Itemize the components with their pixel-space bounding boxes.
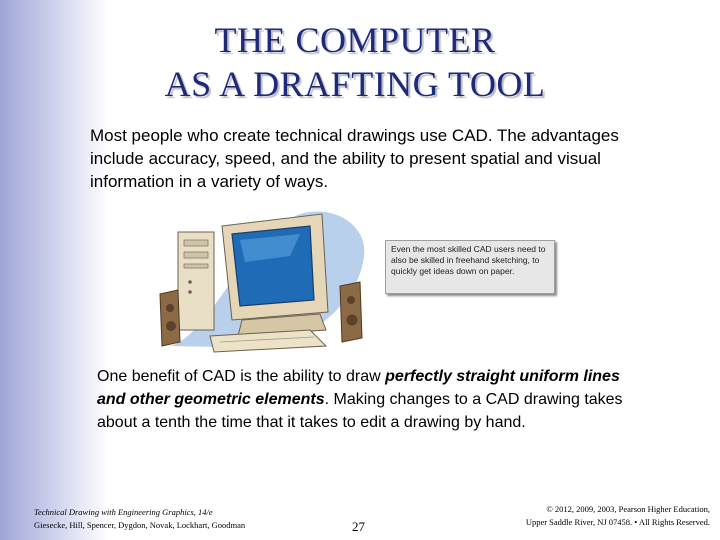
title-line-1: THE COMPUTER [214, 20, 496, 60]
footer-citation [34, 506, 334, 532]
computer-icon [150, 196, 380, 354]
benefit-emphasis: perfectly straight uniform lines and other geometric elements [97, 368, 620, 408]
intro-paragraph: Most people who create technical drawings use CAD. The advantages include accuracy, speed, and the ability to present spatial and visual information in a variety of ways. [90, 126, 619, 191]
cad-benefit-paragraph [97, 365, 652, 434]
side-gradient-bar [0, 0, 108, 540]
benefit-text-end: . Making changes to a CAD drawing takes about a tenth the time that it takes to edit a drawing by hand. [97, 391, 623, 431]
slide-title [110, 18, 600, 106]
footer-copyright [460, 503, 710, 529]
sketching-callout: Even the most skilled CAD users need to also be skilled in freehand sketching, to quickly get ideas down on paper. [385, 240, 555, 294]
book-title: Technical Drawing with Engineering Graphics, 14/e [34, 507, 213, 517]
copyright-line-1: © 2012, 2009, 2003, Pearson Higher Education, [546, 504, 710, 514]
book-authors: Giesecke, Hill, Spencer, Dygdon, Novak, Lockhart, Goodman [34, 520, 246, 530]
benefit-text-start: One benefit of CAD is the ability to draw [97, 368, 386, 385]
title-line-2: AS A DRAFTING TOOL [164, 64, 546, 104]
computer-illustration [150, 196, 380, 354]
page-number: 27 [352, 519, 365, 534]
copyright-line-2: Upper Saddle River, NJ 07458. • All Rights Reserved. [525, 517, 710, 527]
